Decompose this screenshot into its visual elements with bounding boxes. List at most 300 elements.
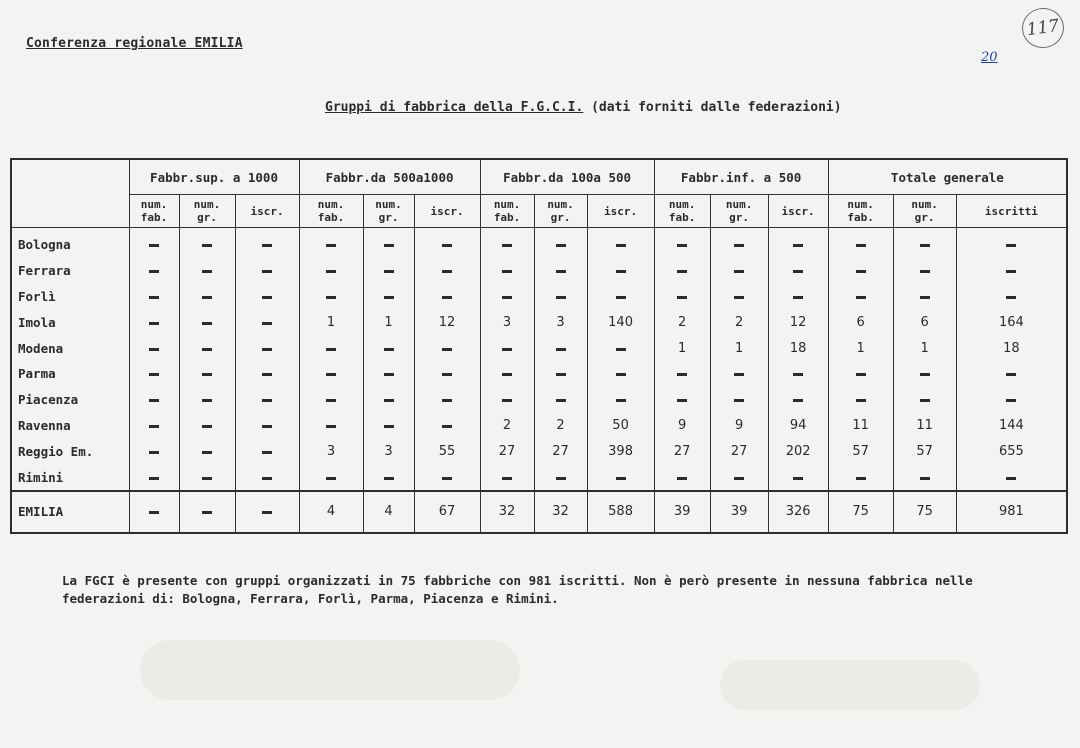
table-row [11, 335, 1067, 361]
value-cell: 2 [710, 309, 768, 335]
dash-mark [793, 373, 803, 376]
dash-mark [677, 373, 687, 376]
value-cell [179, 387, 235, 413]
dash-mark [149, 244, 159, 247]
value-cell [654, 284, 710, 310]
value-cell: 12 [768, 309, 828, 335]
table-row [11, 464, 1067, 491]
value-cell: 3 [299, 438, 363, 464]
dash-mark [326, 296, 336, 299]
dash-mark [262, 511, 272, 514]
value-cell: 9 [654, 413, 710, 439]
dash-mark [442, 296, 452, 299]
subheader-cell: num. gr. [710, 195, 768, 228]
total-value-cell: 39 [710, 491, 768, 533]
value-cell [480, 258, 534, 284]
dash-mark [616, 348, 626, 351]
value-cell [480, 228, 534, 258]
conference-header: Conferenza regionale EMILIA [26, 36, 243, 51]
value-cell [768, 464, 828, 491]
dash-mark [556, 373, 566, 376]
federation-name-cell: Parma [11, 361, 129, 387]
value-cell: 655 [956, 438, 1067, 464]
dash-mark [149, 270, 159, 273]
value-cell: 57 [828, 438, 893, 464]
federation-name-cell: Ravenna [11, 413, 129, 439]
dash-mark [556, 244, 566, 247]
subheader-cell: num. fab. [828, 195, 893, 228]
value-cell [480, 464, 534, 491]
subheader-cell: num. fab. [480, 195, 534, 228]
value-cell [654, 387, 710, 413]
value-cell: 11 [828, 413, 893, 439]
subheader-cell: num. gr. [179, 195, 235, 228]
dash-mark [856, 477, 866, 480]
federation-name-cell: Rimini [11, 464, 129, 491]
dash-mark [556, 270, 566, 273]
dash-mark [1006, 244, 1016, 247]
subheader-cell: iscr. [414, 195, 480, 228]
federation-name-cell: Ferrara [11, 258, 129, 284]
value-cell [828, 464, 893, 491]
dash-mark [616, 296, 626, 299]
dash-mark [856, 296, 866, 299]
value-cell [235, 361, 299, 387]
value-cell [414, 284, 480, 310]
value-cell [129, 228, 179, 258]
value-cell [129, 258, 179, 284]
value-cell [299, 413, 363, 439]
value-cell: 18 [768, 335, 828, 361]
dash-mark [262, 322, 272, 325]
value-cell [534, 361, 587, 387]
value-cell [363, 361, 414, 387]
value-cell [587, 361, 654, 387]
value-cell [710, 464, 768, 491]
table-title [325, 100, 842, 115]
dash-mark [262, 451, 272, 454]
value-cell: 398 [587, 438, 654, 464]
value-cell [129, 361, 179, 387]
table-row [11, 387, 1067, 413]
value-cell [235, 309, 299, 335]
dash-mark [502, 296, 512, 299]
federation-name-cell: Modena [11, 335, 129, 361]
dash-mark [202, 373, 212, 376]
dash-mark [384, 244, 394, 247]
federation-name-cell: Forlì [11, 284, 129, 310]
value-cell: 1 [654, 335, 710, 361]
total-value-cell: 75 [828, 491, 893, 533]
value-cell [956, 387, 1067, 413]
value-cell [299, 258, 363, 284]
federation-name-cell: Piacenza [11, 387, 129, 413]
dash-mark [384, 270, 394, 273]
value-cell [710, 284, 768, 310]
value-cell [710, 387, 768, 413]
dash-mark [793, 270, 803, 273]
value-cell [710, 258, 768, 284]
dash-mark [793, 296, 803, 299]
dash-mark [502, 270, 512, 273]
dash-mark [616, 399, 626, 402]
value-cell [956, 464, 1067, 491]
dash-mark [734, 373, 744, 376]
dash-mark [262, 477, 272, 480]
value-cell [893, 464, 956, 491]
total-value-cell: 326 [768, 491, 828, 533]
dash-mark [677, 296, 687, 299]
value-cell [235, 464, 299, 491]
value-cell [414, 387, 480, 413]
value-cell: 27 [710, 438, 768, 464]
table-title-note: (dati forniti dalle federazioni) [591, 100, 842, 115]
dash-mark [677, 270, 687, 273]
dash-mark [734, 296, 744, 299]
total-value-cell: 4 [299, 491, 363, 533]
dash-mark [262, 399, 272, 402]
dash-mark [920, 477, 930, 480]
value-cell [956, 361, 1067, 387]
federation-name-cell: Bologna [11, 228, 129, 258]
paper-smudge [720, 660, 980, 710]
value-cell [534, 228, 587, 258]
dash-mark [502, 477, 512, 480]
value-cell [414, 413, 480, 439]
subheader-cell: iscr. [235, 195, 299, 228]
dash-mark [149, 451, 159, 454]
factory-groups-table [10, 158, 1068, 534]
dash-mark [202, 399, 212, 402]
value-cell [299, 361, 363, 387]
value-cell: 18 [956, 335, 1067, 361]
value-cell: 1 [710, 335, 768, 361]
value-cell [414, 258, 480, 284]
dash-mark [149, 348, 159, 351]
value-cell: 2 [534, 413, 587, 439]
value-cell: 9 [710, 413, 768, 439]
subheader-cell: num. fab. [129, 195, 179, 228]
value-cell [179, 284, 235, 310]
dash-mark [384, 425, 394, 428]
dash-mark [326, 399, 336, 402]
total-value-cell: 32 [480, 491, 534, 533]
table-row [11, 438, 1067, 464]
value-cell: 57 [893, 438, 956, 464]
subheader-cell: num. fab. [654, 195, 710, 228]
value-cell: 11 [893, 413, 956, 439]
dash-mark [677, 399, 687, 402]
value-cell: 1 [299, 309, 363, 335]
federation-name-cell: Reggio Em. [11, 438, 129, 464]
dash-mark [856, 244, 866, 247]
value-cell [828, 284, 893, 310]
value-cell [235, 228, 299, 258]
value-cell [587, 335, 654, 361]
group-header-cell: Totale generale [828, 159, 1067, 195]
dash-mark [262, 270, 272, 273]
value-cell: 2 [480, 413, 534, 439]
subheader-cell: iscr. [768, 195, 828, 228]
value-cell [129, 438, 179, 464]
value-cell: 202 [768, 438, 828, 464]
dash-mark [920, 399, 930, 402]
dash-mark [734, 477, 744, 480]
total-value-cell: 981 [956, 491, 1067, 533]
dash-mark [202, 425, 212, 428]
total-name-cell: EMILIA [11, 491, 129, 533]
value-cell: 12 [414, 309, 480, 335]
value-cell [654, 228, 710, 258]
dash-mark [920, 244, 930, 247]
value-cell: 164 [956, 309, 1067, 335]
value-cell [414, 335, 480, 361]
value-cell [768, 284, 828, 310]
dash-mark [442, 244, 452, 247]
value-cell [893, 258, 956, 284]
table-row [11, 361, 1067, 387]
value-cell: 2 [654, 309, 710, 335]
value-cell [129, 413, 179, 439]
value-cell [534, 284, 587, 310]
dash-mark [384, 296, 394, 299]
table-row [11, 284, 1067, 310]
group-header-cell: Fabbr.da 100a 500 [480, 159, 654, 195]
value-cell [654, 464, 710, 491]
group-header-cell: Fabbr.da 500a1000 [299, 159, 480, 195]
value-cell [480, 284, 534, 310]
dash-mark [326, 348, 336, 351]
total-value-cell: 39 [654, 491, 710, 533]
total-value-cell: 67 [414, 491, 480, 533]
value-cell [235, 258, 299, 284]
dash-mark [326, 244, 336, 247]
value-cell [828, 387, 893, 413]
value-cell [235, 413, 299, 439]
page-number-handwritten: 20 [981, 50, 998, 65]
dash-mark [262, 244, 272, 247]
value-cell [363, 387, 414, 413]
dash-mark [326, 477, 336, 480]
value-cell [828, 258, 893, 284]
dash-mark [1006, 270, 1016, 273]
dash-mark [616, 270, 626, 273]
value-cell: 3 [363, 438, 414, 464]
dash-mark [149, 425, 159, 428]
total-value-cell [179, 491, 235, 533]
dash-mark [734, 399, 744, 402]
value-cell [480, 361, 534, 387]
value-cell [654, 258, 710, 284]
paper-smudge [140, 640, 520, 700]
dash-mark [556, 477, 566, 480]
value-cell [480, 335, 534, 361]
value-cell: 140 [587, 309, 654, 335]
dash-mark [202, 322, 212, 325]
dash-mark [616, 244, 626, 247]
total-value-cell [129, 491, 179, 533]
dash-mark [677, 244, 687, 247]
value-cell: 3 [480, 309, 534, 335]
value-cell [414, 361, 480, 387]
dash-mark [262, 348, 272, 351]
value-cell: 27 [654, 438, 710, 464]
dash-mark [502, 244, 512, 247]
dash-mark [556, 348, 566, 351]
total-value-cell: 4 [363, 491, 414, 533]
value-cell [179, 413, 235, 439]
dash-mark [734, 244, 744, 247]
dash-mark [442, 270, 452, 273]
subheader-cell: num. gr. [893, 195, 956, 228]
value-cell [129, 284, 179, 310]
value-cell [235, 335, 299, 361]
value-cell: 94 [768, 413, 828, 439]
value-cell [710, 361, 768, 387]
value-cell [768, 258, 828, 284]
total-value-cell: 32 [534, 491, 587, 533]
value-cell [828, 361, 893, 387]
value-cell [828, 228, 893, 258]
value-cell: 27 [480, 438, 534, 464]
table-row [11, 413, 1067, 439]
value-cell: 1 [893, 335, 956, 361]
value-cell [893, 228, 956, 258]
dash-mark [262, 425, 272, 428]
value-cell [363, 413, 414, 439]
dash-mark [149, 322, 159, 325]
dash-mark [442, 348, 452, 351]
dash-mark [326, 425, 336, 428]
value-cell [363, 258, 414, 284]
dash-mark [442, 425, 452, 428]
footnote: La FGCI è presente con gruppi organizzati in 75 fabbriche con 981 iscritti. Non è però presente in nessuna fabbrica nelle federazioni di: Bologna, Ferrara, Forlì, Parma, Piacenza e Rimini. [62, 573, 973, 606]
page-number-stamp: 117 [1019, 5, 1066, 50]
value-cell [363, 464, 414, 491]
value-cell [363, 335, 414, 361]
table-footer [11, 491, 1067, 533]
value-cell [235, 284, 299, 310]
subheader-row [11, 195, 1067, 228]
dash-mark [202, 270, 212, 273]
dash-mark [442, 399, 452, 402]
dash-mark [856, 373, 866, 376]
group-header-row [11, 159, 1067, 195]
dash-mark [920, 296, 930, 299]
value-cell: 3 [534, 309, 587, 335]
value-cell [179, 258, 235, 284]
dash-mark [202, 511, 212, 514]
dash-mark [149, 373, 159, 376]
total-value-cell [235, 491, 299, 533]
value-cell [299, 284, 363, 310]
value-cell [587, 284, 654, 310]
dash-mark [149, 511, 159, 514]
value-cell [587, 387, 654, 413]
dash-mark [920, 373, 930, 376]
dash-mark [384, 477, 394, 480]
value-cell [768, 387, 828, 413]
value-cell [414, 464, 480, 491]
dash-mark [384, 348, 394, 351]
dash-mark [202, 296, 212, 299]
value-cell [956, 284, 1067, 310]
dash-mark [442, 373, 452, 376]
table-title-main: Gruppi di fabbrica della F.G.C.I. [325, 100, 584, 115]
value-cell [768, 361, 828, 387]
value-cell [768, 228, 828, 258]
group-header-cell: Fabbr.sup. a 1000 [129, 159, 299, 195]
dash-mark [1006, 399, 1016, 402]
dash-mark [502, 348, 512, 351]
dash-mark [384, 373, 394, 376]
dash-mark [149, 477, 159, 480]
dash-mark [384, 399, 394, 402]
value-cell: 144 [956, 413, 1067, 439]
total-row [11, 491, 1067, 533]
value-cell [534, 258, 587, 284]
dash-mark [262, 296, 272, 299]
value-cell [893, 361, 956, 387]
dash-mark [616, 477, 626, 480]
subheader-cell: iscritti [956, 195, 1067, 228]
dash-mark [856, 270, 866, 273]
dash-mark [1006, 296, 1016, 299]
value-cell [534, 335, 587, 361]
value-cell [710, 228, 768, 258]
value-cell [179, 464, 235, 491]
dash-mark [262, 373, 272, 376]
subheader-cell: iscr. [587, 195, 654, 228]
dash-mark [502, 373, 512, 376]
value-cell [587, 228, 654, 258]
dash-mark [202, 348, 212, 351]
dash-mark [677, 477, 687, 480]
dash-mark [149, 296, 159, 299]
value-cell [587, 464, 654, 491]
value-cell [299, 335, 363, 361]
dash-mark [202, 451, 212, 454]
total-value-cell: 75 [893, 491, 956, 533]
dash-mark [793, 244, 803, 247]
value-cell [587, 258, 654, 284]
dash-mark [1006, 477, 1016, 480]
value-cell: 6 [893, 309, 956, 335]
total-value-cell: 588 [587, 491, 654, 533]
dash-mark [556, 296, 566, 299]
value-cell [179, 335, 235, 361]
value-cell [129, 335, 179, 361]
value-cell [235, 387, 299, 413]
subheader-cell: num. gr. [534, 195, 587, 228]
value-cell: 1 [828, 335, 893, 361]
table-body [11, 228, 1067, 491]
dash-mark [793, 477, 803, 480]
value-cell: 55 [414, 438, 480, 464]
value-cell [363, 228, 414, 258]
value-cell [299, 464, 363, 491]
value-cell: 50 [587, 413, 654, 439]
value-cell: 6 [828, 309, 893, 335]
subheader-cell: num. fab. [299, 195, 363, 228]
dash-mark [502, 399, 512, 402]
value-cell [534, 464, 587, 491]
value-cell [235, 438, 299, 464]
value-cell [299, 387, 363, 413]
value-cell [129, 464, 179, 491]
value-cell: 27 [534, 438, 587, 464]
dash-mark [616, 373, 626, 376]
